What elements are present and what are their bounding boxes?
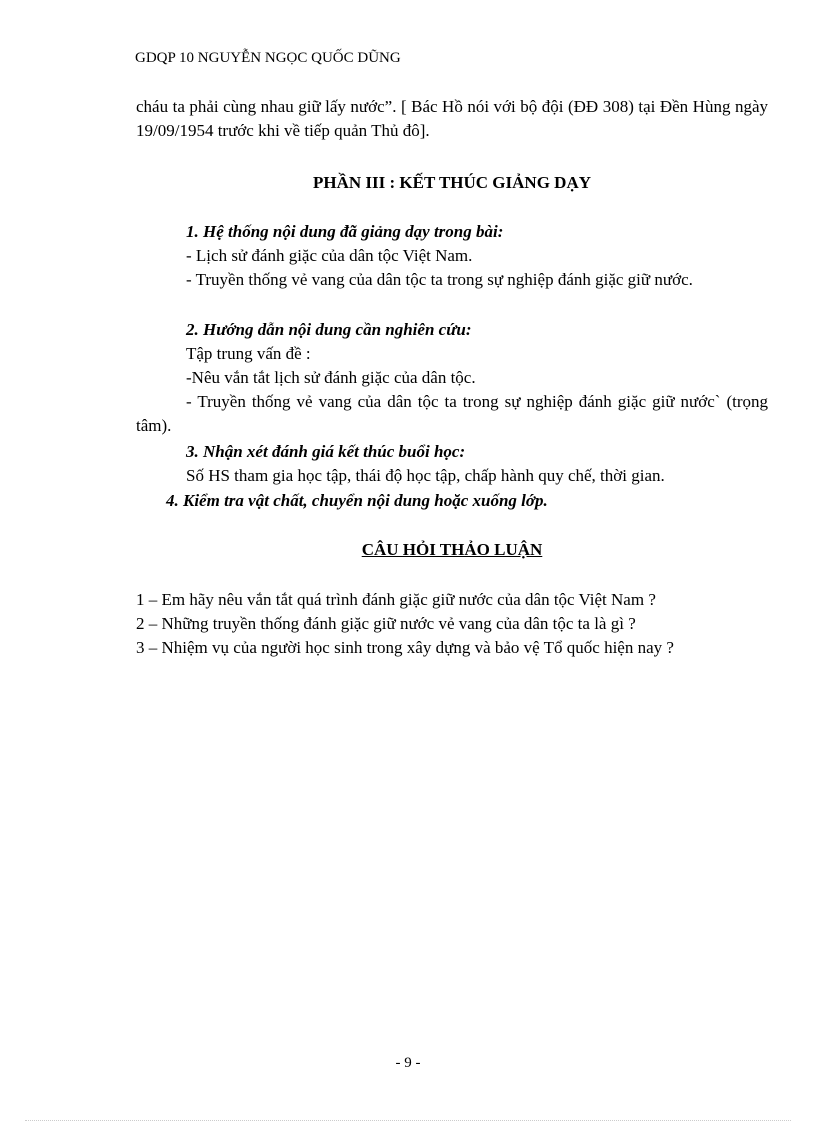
section4-title: 4. Kiểm tra vật chất, chuyển nội dung hoặc xuống lớp. <box>166 491 548 510</box>
question-3: 3 – Nhiệm vụ của người học sinh trong xây dựng và bảo vệ Tổ quốc hiện nay ? <box>136 638 674 657</box>
section1-item1: - Lịch sử đánh giặc của dân tộc Việt Nam. <box>186 246 473 265</box>
questions-title: CÂU HỎI THẢO LUẬN <box>361 540 543 559</box>
section2-title: 2. Hướng dẫn nội dung cần nghiên cứu: <box>186 320 472 339</box>
page-number: - 9 - <box>395 1055 421 1071</box>
section3-title: 3. Nhận xét đánh giá kết thúc buổi học: <box>186 442 466 461</box>
section2-item2 <box>136 390 768 438</box>
section3-text: Số HS tham gia học tập, thái độ học tập, chấp hành quy chế, thời gian. <box>186 466 665 485</box>
section2-item1: -Nêu vắn tắt lịch sử đánh giặc của dân tộc. <box>186 368 476 387</box>
question-1: 1 – Em hãy nêu vắn tắt quá trình đánh giặc giữ nước của dân tộc Việt Nam ? <box>136 590 656 609</box>
section1-title: 1. Hệ thống nội dung đã giảng dạy trong bài: <box>186 222 504 241</box>
question-2: 2 – Những truyền thống đánh giặc giữ nước vẻ vang của dân tộc ta là gì ? <box>136 614 636 633</box>
section2-lead: Tập trung vấn đề : <box>186 344 311 363</box>
part3-title: PHẦN III : KẾT THÚC GIẢNG DẠY <box>312 173 592 192</box>
page-bottom-divider <box>25 1120 791 1121</box>
intro-paragraph: cháu ta phải cùng nhau giữ lấy nước”. [ Bác Hồ nói với bộ đội (ĐĐ 308) tại Đền Hùng ngày 19/09/1954 trước khi về tiếp quản Thủ đô]. <box>136 97 768 140</box>
section1-item2-text: - Truyền thống vẻ vang của dân tộc ta trong sự nghiệp đánh giặc giữ nước. <box>186 270 693 289</box>
page-header: GDQP 10 NGUYỄN NGỌC QUỐC DŨNG <box>135 50 401 66</box>
section1-item2 <box>136 268 768 292</box>
section2-item2-text: - Truyền thống vẻ vang của dân tộc ta trong sự nghiệp đánh giặc giữ nước` (trọng tâm). <box>136 392 768 435</box>
